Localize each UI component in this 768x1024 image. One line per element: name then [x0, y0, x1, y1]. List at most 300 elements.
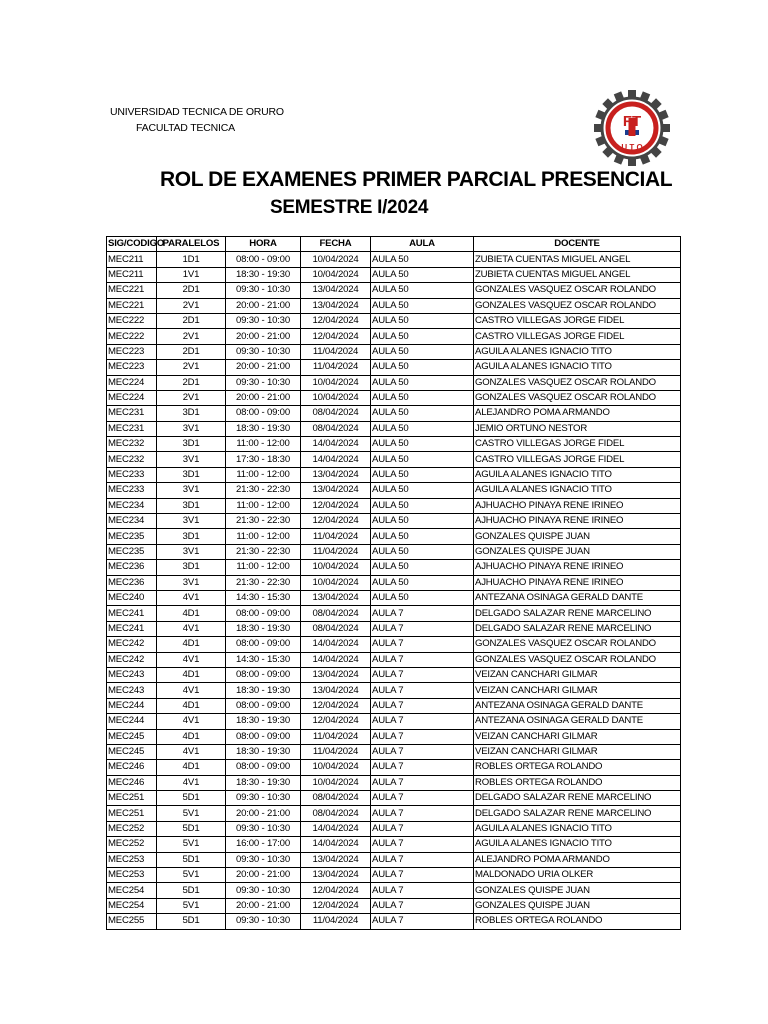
cell-teacher: VEIZAN CANCHARI GILMAR [474, 667, 681, 682]
cell-room: AULA 7 [371, 606, 474, 621]
table-row [107, 575, 681, 590]
cell-parallel: 2V1 [157, 329, 226, 344]
cell-parallel: 3V1 [157, 544, 226, 559]
cell-time: 08:00 - 09:00 [226, 252, 301, 267]
cell-time: 21:30 - 22:30 [226, 544, 301, 559]
cell-parallel: 5D1 [157, 914, 226, 929]
cell-code: MEC233 [107, 467, 157, 482]
cell-date: 13/04/2024 [301, 683, 371, 698]
cell-teacher: VEIZAN CANCHARI GILMAR [474, 683, 681, 698]
table-row [107, 329, 681, 344]
cell-parallel: 2V1 [157, 390, 226, 405]
cell-room: AULA 50 [371, 452, 474, 467]
cell-code: MEC236 [107, 575, 157, 590]
cell-room: AULA 7 [371, 868, 474, 883]
cell-room: AULA 7 [371, 621, 474, 636]
cell-room: AULA 50 [371, 529, 474, 544]
cell-code: MEC254 [107, 898, 157, 913]
cell-code: MEC222 [107, 313, 157, 328]
cell-date: 10/04/2024 [301, 267, 371, 282]
cell-code: MEC241 [107, 621, 157, 636]
cell-time: 20:00 - 21:00 [226, 868, 301, 883]
cell-room: AULA 7 [371, 821, 474, 836]
cell-parallel: 3D1 [157, 498, 226, 513]
cell-teacher: GONZALES QUISPE JUAN [474, 529, 681, 544]
cell-date: 10/04/2024 [301, 760, 371, 775]
cell-time: 09:30 - 10:30 [226, 791, 301, 806]
cell-parallel: 3V1 [157, 421, 226, 436]
table-row [107, 344, 681, 359]
table-row [107, 483, 681, 498]
cell-time: 18:30 - 19:30 [226, 775, 301, 790]
cell-teacher: ALEJANDRO POMA ARMANDO [474, 852, 681, 867]
cell-parallel: 4V1 [157, 714, 226, 729]
cell-date: 08/04/2024 [301, 621, 371, 636]
cell-room: AULA 7 [371, 667, 474, 682]
cell-code: MEC233 [107, 483, 157, 498]
cell-room: AULA 50 [371, 267, 474, 282]
cell-date: 14/04/2024 [301, 821, 371, 836]
cell-time: 14:30 - 15:30 [226, 590, 301, 605]
cell-time: 21:30 - 22:30 [226, 514, 301, 529]
cell-date: 12/04/2024 [301, 883, 371, 898]
cell-time: 18:30 - 19:30 [226, 267, 301, 282]
table-row [107, 560, 681, 575]
cell-room: AULA 50 [371, 514, 474, 529]
cell-date: 12/04/2024 [301, 313, 371, 328]
cell-room: AULA 7 [371, 914, 474, 929]
column-header: AULA [371, 237, 474, 252]
cell-time: 20:00 - 21:00 [226, 806, 301, 821]
cell-parallel: 5D1 [157, 883, 226, 898]
cell-date: 10/04/2024 [301, 375, 371, 390]
cell-date: 11/04/2024 [301, 744, 371, 759]
table-row [107, 683, 681, 698]
cell-date: 13/04/2024 [301, 283, 371, 298]
cell-time: 09:30 - 10:30 [226, 375, 301, 390]
cell-teacher: ANTEZANA OSINAGA GERALD DANTE [474, 590, 681, 605]
cell-room: AULA 7 [371, 837, 474, 852]
cell-parallel: 4D1 [157, 760, 226, 775]
cell-code: MEC246 [107, 775, 157, 790]
cell-teacher: CASTRO VILLEGAS JORGE FIDEL [474, 313, 681, 328]
cell-date: 11/04/2024 [301, 360, 371, 375]
cell-parallel: 2D1 [157, 344, 226, 359]
cell-code: MEC243 [107, 683, 157, 698]
cell-time: 08:00 - 09:00 [226, 606, 301, 621]
table-row [107, 652, 681, 667]
cell-time: 18:30 - 19:30 [226, 621, 301, 636]
table-row [107, 267, 681, 282]
cell-date: 13/04/2024 [301, 590, 371, 605]
table-row [107, 467, 681, 482]
cell-teacher: GONZALES VASQUEZ OSCAR ROLANDO [474, 390, 681, 405]
cell-teacher: JEMIO ORTUNO NESTOR [474, 421, 681, 436]
cell-code: MEC243 [107, 667, 157, 682]
cell-room: AULA 50 [371, 375, 474, 390]
cell-time: 11:00 - 12:00 [226, 498, 301, 513]
table-row [107, 729, 681, 744]
cell-parallel: 2V1 [157, 298, 226, 313]
table-row [107, 837, 681, 852]
cell-code: MEC223 [107, 344, 157, 359]
cell-date: 11/04/2024 [301, 529, 371, 544]
cell-date: 12/04/2024 [301, 714, 371, 729]
cell-time: 21:30 - 22:30 [226, 483, 301, 498]
cell-room: AULA 50 [371, 437, 474, 452]
cell-code: MEC255 [107, 914, 157, 929]
cell-teacher: AJHUACHO PINAYA RENE IRINEO [474, 498, 681, 513]
cell-teacher: GONZALES VASQUEZ OSCAR ROLANDO [474, 375, 681, 390]
cell-room: AULA 50 [371, 344, 474, 359]
exam-schedule-table [106, 236, 681, 930]
cell-parallel: 3D1 [157, 406, 226, 421]
cell-teacher: AGUILA ALANES IGNACIO TITO [474, 344, 681, 359]
cell-room: AULA 7 [371, 791, 474, 806]
cell-parallel: 4V1 [157, 683, 226, 698]
cell-room: AULA 7 [371, 775, 474, 790]
cell-time: 08:00 - 09:00 [226, 637, 301, 652]
cell-teacher: MALDONADO URIA OLKER [474, 868, 681, 883]
cell-code: MEC224 [107, 390, 157, 405]
cell-date: 13/04/2024 [301, 298, 371, 313]
table-row [107, 529, 681, 544]
cell-room: AULA 50 [371, 421, 474, 436]
table-row [107, 714, 681, 729]
cell-room: AULA 50 [371, 329, 474, 344]
cell-time: 08:00 - 09:00 [226, 760, 301, 775]
cell-parallel: 5D1 [157, 852, 226, 867]
cell-room: AULA 50 [371, 498, 474, 513]
table-row [107, 252, 681, 267]
cell-teacher: ROBLES ORTEGA ROLANDO [474, 914, 681, 929]
cell-teacher: AGUILA ALANES IGNACIO TITO [474, 360, 681, 375]
cell-room: AULA 50 [371, 575, 474, 590]
table-row [107, 637, 681, 652]
cell-room: AULA 50 [371, 298, 474, 313]
column-header: PARALELOS [157, 237, 226, 252]
cell-code: MEC236 [107, 560, 157, 575]
table-row [107, 375, 681, 390]
cell-room: AULA 7 [371, 637, 474, 652]
document-title: ROL DE EXAMENES PRIMER PARCIAL PRESENCIAL [160, 168, 673, 191]
cell-room: AULA 50 [371, 544, 474, 559]
cell-room: AULA 50 [371, 590, 474, 605]
column-header: DOCENTE [474, 237, 681, 252]
cell-room: AULA 50 [371, 252, 474, 267]
cell-parallel: 4D1 [157, 698, 226, 713]
cell-time: 21:30 - 22:30 [226, 575, 301, 590]
cell-code: MEC234 [107, 498, 157, 513]
cell-date: 14/04/2024 [301, 652, 371, 667]
cell-time: 20:00 - 21:00 [226, 329, 301, 344]
cell-code: MEC252 [107, 837, 157, 852]
cell-date: 08/04/2024 [301, 606, 371, 621]
cell-room: AULA 7 [371, 714, 474, 729]
cell-code: MEC224 [107, 375, 157, 390]
table-row [107, 452, 681, 467]
cell-teacher: ROBLES ORTEGA ROLANDO [474, 775, 681, 790]
cell-time: 14:30 - 15:30 [226, 652, 301, 667]
table-row [107, 744, 681, 759]
faculty-name: FACULTAD TECNICA [136, 122, 235, 134]
cell-code: MEC253 [107, 852, 157, 867]
cell-room: AULA 7 [371, 652, 474, 667]
cell-date: 10/04/2024 [301, 575, 371, 590]
cell-teacher: CASTRO VILLEGAS JORGE FIDEL [474, 437, 681, 452]
cell-date: 14/04/2024 [301, 452, 371, 467]
cell-code: MEC252 [107, 821, 157, 836]
cell-date: 12/04/2024 [301, 329, 371, 344]
cell-time: 20:00 - 21:00 [226, 298, 301, 313]
cell-date: 13/04/2024 [301, 667, 371, 682]
cell-teacher: DELGADO SALAZAR RENE MARCELINO [474, 791, 681, 806]
cell-date: 08/04/2024 [301, 806, 371, 821]
cell-time: 18:30 - 19:30 [226, 744, 301, 759]
cell-code: MEC246 [107, 760, 157, 775]
cell-parallel: 5V1 [157, 868, 226, 883]
cell-parallel: 4V1 [157, 590, 226, 605]
cell-code: MEC223 [107, 360, 157, 375]
cell-date: 14/04/2024 [301, 837, 371, 852]
cell-time: 09:30 - 10:30 [226, 313, 301, 328]
cell-room: AULA 50 [371, 360, 474, 375]
cell-code: MEC244 [107, 698, 157, 713]
cell-code: MEC253 [107, 868, 157, 883]
table-row [107, 283, 681, 298]
table-row [107, 298, 681, 313]
cell-date: 11/04/2024 [301, 914, 371, 929]
table-row [107, 914, 681, 929]
table-row [107, 760, 681, 775]
cell-teacher: ROBLES ORTEGA ROLANDO [474, 760, 681, 775]
table-row [107, 667, 681, 682]
cell-code: MEC211 [107, 267, 157, 282]
cell-parallel: 1V1 [157, 267, 226, 282]
table-row [107, 698, 681, 713]
cell-teacher: DELGADO SALAZAR RENE MARCELINO [474, 606, 681, 621]
cell-teacher: DELGADO SALAZAR RENE MARCELINO [474, 806, 681, 821]
cell-code: MEC222 [107, 329, 157, 344]
cell-time: 11:00 - 12:00 [226, 437, 301, 452]
cell-parallel: 2D1 [157, 283, 226, 298]
cell-room: AULA 7 [371, 683, 474, 698]
cell-time: 09:30 - 10:30 [226, 344, 301, 359]
cell-teacher: AGUILA ALANES IGNACIO TITO [474, 467, 681, 482]
cell-parallel: 2V1 [157, 360, 226, 375]
cell-room: AULA 50 [371, 467, 474, 482]
cell-room: AULA 7 [371, 898, 474, 913]
cell-time: 20:00 - 21:00 [226, 898, 301, 913]
cell-parallel: 4V1 [157, 652, 226, 667]
cell-time: 11:00 - 12:00 [226, 529, 301, 544]
cell-room: AULA 7 [371, 760, 474, 775]
cell-code: MEC245 [107, 744, 157, 759]
cell-time: 11:00 - 12:00 [226, 467, 301, 482]
cell-time: 18:30 - 19:30 [226, 683, 301, 698]
cell-time: 09:30 - 10:30 [226, 283, 301, 298]
cell-parallel: 4D1 [157, 637, 226, 652]
cell-teacher: GONZALES VASQUEZ OSCAR ROLANDO [474, 637, 681, 652]
cell-teacher: GONZALES QUISPE JUAN [474, 898, 681, 913]
cell-parallel: 4V1 [157, 775, 226, 790]
cell-code: MEC232 [107, 452, 157, 467]
cell-room: AULA 50 [371, 483, 474, 498]
cell-parallel: 1D1 [157, 252, 226, 267]
table-row [107, 852, 681, 867]
cell-time: 20:00 - 21:00 [226, 360, 301, 375]
cell-teacher: AGUILA ALANES IGNACIO TITO [474, 821, 681, 836]
table-row [107, 313, 681, 328]
cell-teacher: CASTRO VILLEGAS JORGE FIDEL [474, 329, 681, 344]
cell-time: 08:00 - 09:00 [226, 667, 301, 682]
cell-parallel: 5V1 [157, 837, 226, 852]
cell-teacher: ZUBIETA CUENTAS MIGUEL ANGEL [474, 267, 681, 282]
cell-time: 18:30 - 19:30 [226, 421, 301, 436]
cell-teacher: CASTRO VILLEGAS JORGE FIDEL [474, 452, 681, 467]
cell-time: 08:00 - 09:00 [226, 729, 301, 744]
institution-name: UNIVERSIDAD TECNICA DE ORURO [110, 106, 284, 118]
cell-room: AULA 50 [371, 406, 474, 421]
cell-time: 09:30 - 10:30 [226, 914, 301, 929]
table-row [107, 360, 681, 375]
cell-parallel: 3V1 [157, 575, 226, 590]
cell-parallel: 2D1 [157, 313, 226, 328]
table-row [107, 421, 681, 436]
cell-time: 08:00 - 09:00 [226, 698, 301, 713]
cell-room: AULA 50 [371, 560, 474, 575]
table-row [107, 514, 681, 529]
cell-code: MEC235 [107, 529, 157, 544]
cell-teacher: AGUILA ALANES IGNACIO TITO [474, 483, 681, 498]
cell-room: AULA 7 [371, 729, 474, 744]
table-row [107, 606, 681, 621]
cell-room: AULA 50 [371, 390, 474, 405]
cell-code: MEC251 [107, 806, 157, 821]
cell-date: 13/04/2024 [301, 483, 371, 498]
cell-teacher: VEIZAN CANCHARI GILMAR [474, 729, 681, 744]
cell-teacher: GONZALES QUISPE JUAN [474, 883, 681, 898]
cell-code: MEC251 [107, 791, 157, 806]
column-header: HORA [226, 237, 301, 252]
cell-date: 11/04/2024 [301, 544, 371, 559]
column-header: SIG/CODIGO [107, 237, 157, 252]
cell-time: 20:00 - 21:00 [226, 390, 301, 405]
cell-teacher: GONZALES VASQUEZ OSCAR ROLANDO [474, 298, 681, 313]
cell-room: AULA 50 [371, 283, 474, 298]
cell-date: 10/04/2024 [301, 775, 371, 790]
cell-date: 12/04/2024 [301, 498, 371, 513]
university-logo-icon [592, 88, 672, 168]
table-row [107, 437, 681, 452]
table-row [107, 791, 681, 806]
cell-date: 13/04/2024 [301, 868, 371, 883]
cell-code: MEC221 [107, 298, 157, 313]
cell-teacher: ZUBIETA CUENTAS MIGUEL ANGEL [474, 252, 681, 267]
cell-time: 11:00 - 12:00 [226, 560, 301, 575]
cell-room: AULA 50 [371, 313, 474, 328]
cell-date: 12/04/2024 [301, 514, 371, 529]
cell-parallel: 5D1 [157, 791, 226, 806]
logo-bottom-text: U T O [621, 143, 643, 152]
cell-code: MEC231 [107, 421, 157, 436]
cell-teacher: GONZALES VASQUEZ OSCAR ROLANDO [474, 283, 681, 298]
cell-parallel: 3D1 [157, 467, 226, 482]
column-header: FECHA [301, 237, 371, 252]
cell-time: 09:30 - 10:30 [226, 821, 301, 836]
cell-parallel: 3V1 [157, 483, 226, 498]
table-header-row [107, 237, 681, 252]
cell-date: 11/04/2024 [301, 344, 371, 359]
cell-parallel: 4D1 [157, 667, 226, 682]
cell-code: MEC231 [107, 406, 157, 421]
cell-date: 08/04/2024 [301, 421, 371, 436]
cell-room: AULA 7 [371, 744, 474, 759]
table-row [107, 406, 681, 421]
cell-date: 14/04/2024 [301, 437, 371, 452]
cell-teacher: VEIZAN CANCHARI GILMAR [474, 744, 681, 759]
cell-code: MEC234 [107, 514, 157, 529]
cell-code: MEC242 [107, 652, 157, 667]
cell-parallel: 4V1 [157, 744, 226, 759]
cell-room: AULA 7 [371, 806, 474, 821]
table-row [107, 621, 681, 636]
cell-parallel: 5V1 [157, 806, 226, 821]
cell-time: 08:00 - 09:00 [226, 406, 301, 421]
cell-parallel: 3D1 [157, 560, 226, 575]
cell-teacher: GONZALES QUISPE JUAN [474, 544, 681, 559]
cell-date: 13/04/2024 [301, 467, 371, 482]
cell-teacher: DELGADO SALAZAR RENE MARCELINO [474, 621, 681, 636]
cell-code: MEC245 [107, 729, 157, 744]
cell-code: MEC221 [107, 283, 157, 298]
cell-parallel: 4V1 [157, 621, 226, 636]
cell-time: 09:30 - 10:30 [226, 852, 301, 867]
cell-parallel: 4D1 [157, 606, 226, 621]
cell-parallel: 3D1 [157, 529, 226, 544]
cell-code: MEC244 [107, 714, 157, 729]
cell-code: MEC232 [107, 437, 157, 452]
document-subtitle: SEMESTRE I/2024 [270, 197, 429, 218]
cell-date: 08/04/2024 [301, 406, 371, 421]
cell-date: 10/04/2024 [301, 390, 371, 405]
cell-parallel: 4D1 [157, 729, 226, 744]
cell-parallel: 5V1 [157, 898, 226, 913]
cell-teacher: AJHUACHO PINAYA RENE IRINEO [474, 560, 681, 575]
cell-teacher: GONZALES VASQUEZ OSCAR ROLANDO [474, 652, 681, 667]
cell-time: 16:00 - 17:00 [226, 837, 301, 852]
cell-teacher: AGUILA ALANES IGNACIO TITO [474, 837, 681, 852]
table-row [107, 821, 681, 836]
cell-date: 10/04/2024 [301, 560, 371, 575]
cell-room: AULA 7 [371, 883, 474, 898]
cell-teacher: AJHUACHO PINAYA RENE IRINEO [474, 514, 681, 529]
table-row [107, 775, 681, 790]
cell-date: 14/04/2024 [301, 637, 371, 652]
cell-room: AULA 7 [371, 852, 474, 867]
table-row [107, 590, 681, 605]
table-row [107, 898, 681, 913]
cell-code: MEC211 [107, 252, 157, 267]
table-row [107, 868, 681, 883]
table-row [107, 806, 681, 821]
cell-time: 18:30 - 19:30 [226, 714, 301, 729]
cell-teacher: AJHUACHO PINAYA RENE IRINEO [474, 575, 681, 590]
cell-date: 13/04/2024 [301, 852, 371, 867]
cell-parallel: 3V1 [157, 514, 226, 529]
cell-code: MEC235 [107, 544, 157, 559]
cell-parallel: 5D1 [157, 821, 226, 836]
